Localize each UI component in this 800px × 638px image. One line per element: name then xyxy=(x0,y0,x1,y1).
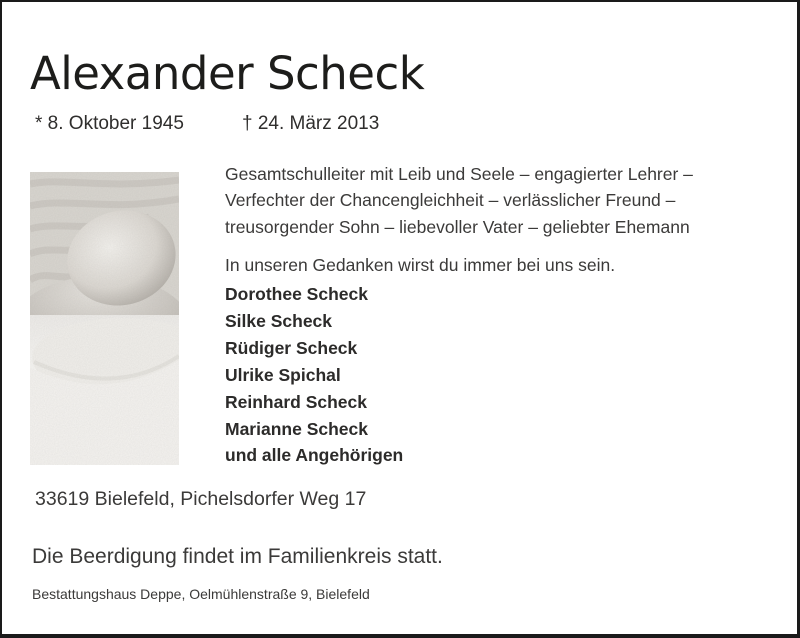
mourner-name: Reinhard Scheck xyxy=(225,391,367,412)
memorial-photo xyxy=(30,172,179,465)
birth-date: * 8. Oktober 1945 xyxy=(35,113,184,134)
tribute-line: treusorgender Sohn – liebevoller Vater – geliebter Ehemann xyxy=(225,216,690,237)
address-line: 33619 Bielefeld, Pichelsdorfer Weg 17 xyxy=(35,488,367,510)
mourner-name: Ulrike Spichal xyxy=(225,364,341,385)
mourner-name: Rüdiger Scheck xyxy=(225,337,358,358)
tribute-line: Verfechter der Chancengleichheit – verlässlicher Freund – xyxy=(225,190,676,211)
mourner-name: Marianne Scheck xyxy=(225,418,368,439)
funeral-home-line: Bestattungshaus Deppe, Oelmühlenstraße 9, Bielefeld xyxy=(32,586,370,602)
death-date: † 24. März 2013 xyxy=(242,113,380,134)
tribute-line: Gesamtschulleiter mit Leib und Seele – engagierter Lehrer – xyxy=(225,164,693,184)
mourner-name: Silke Scheck xyxy=(225,310,333,331)
mourners-list xyxy=(225,281,403,469)
mourner-name: und alle Angehörigen xyxy=(225,445,404,466)
remembrance-text: In unseren Gedanken wirst du immer bei uns sein. xyxy=(225,255,616,275)
mourner-name: Dorothee Scheck xyxy=(225,284,368,304)
deceased-name: Alexander Scheck xyxy=(30,47,425,100)
funeral-note: Die Beerdigung findet im Familienkreis statt. xyxy=(32,545,443,568)
tribute-text xyxy=(225,161,745,240)
